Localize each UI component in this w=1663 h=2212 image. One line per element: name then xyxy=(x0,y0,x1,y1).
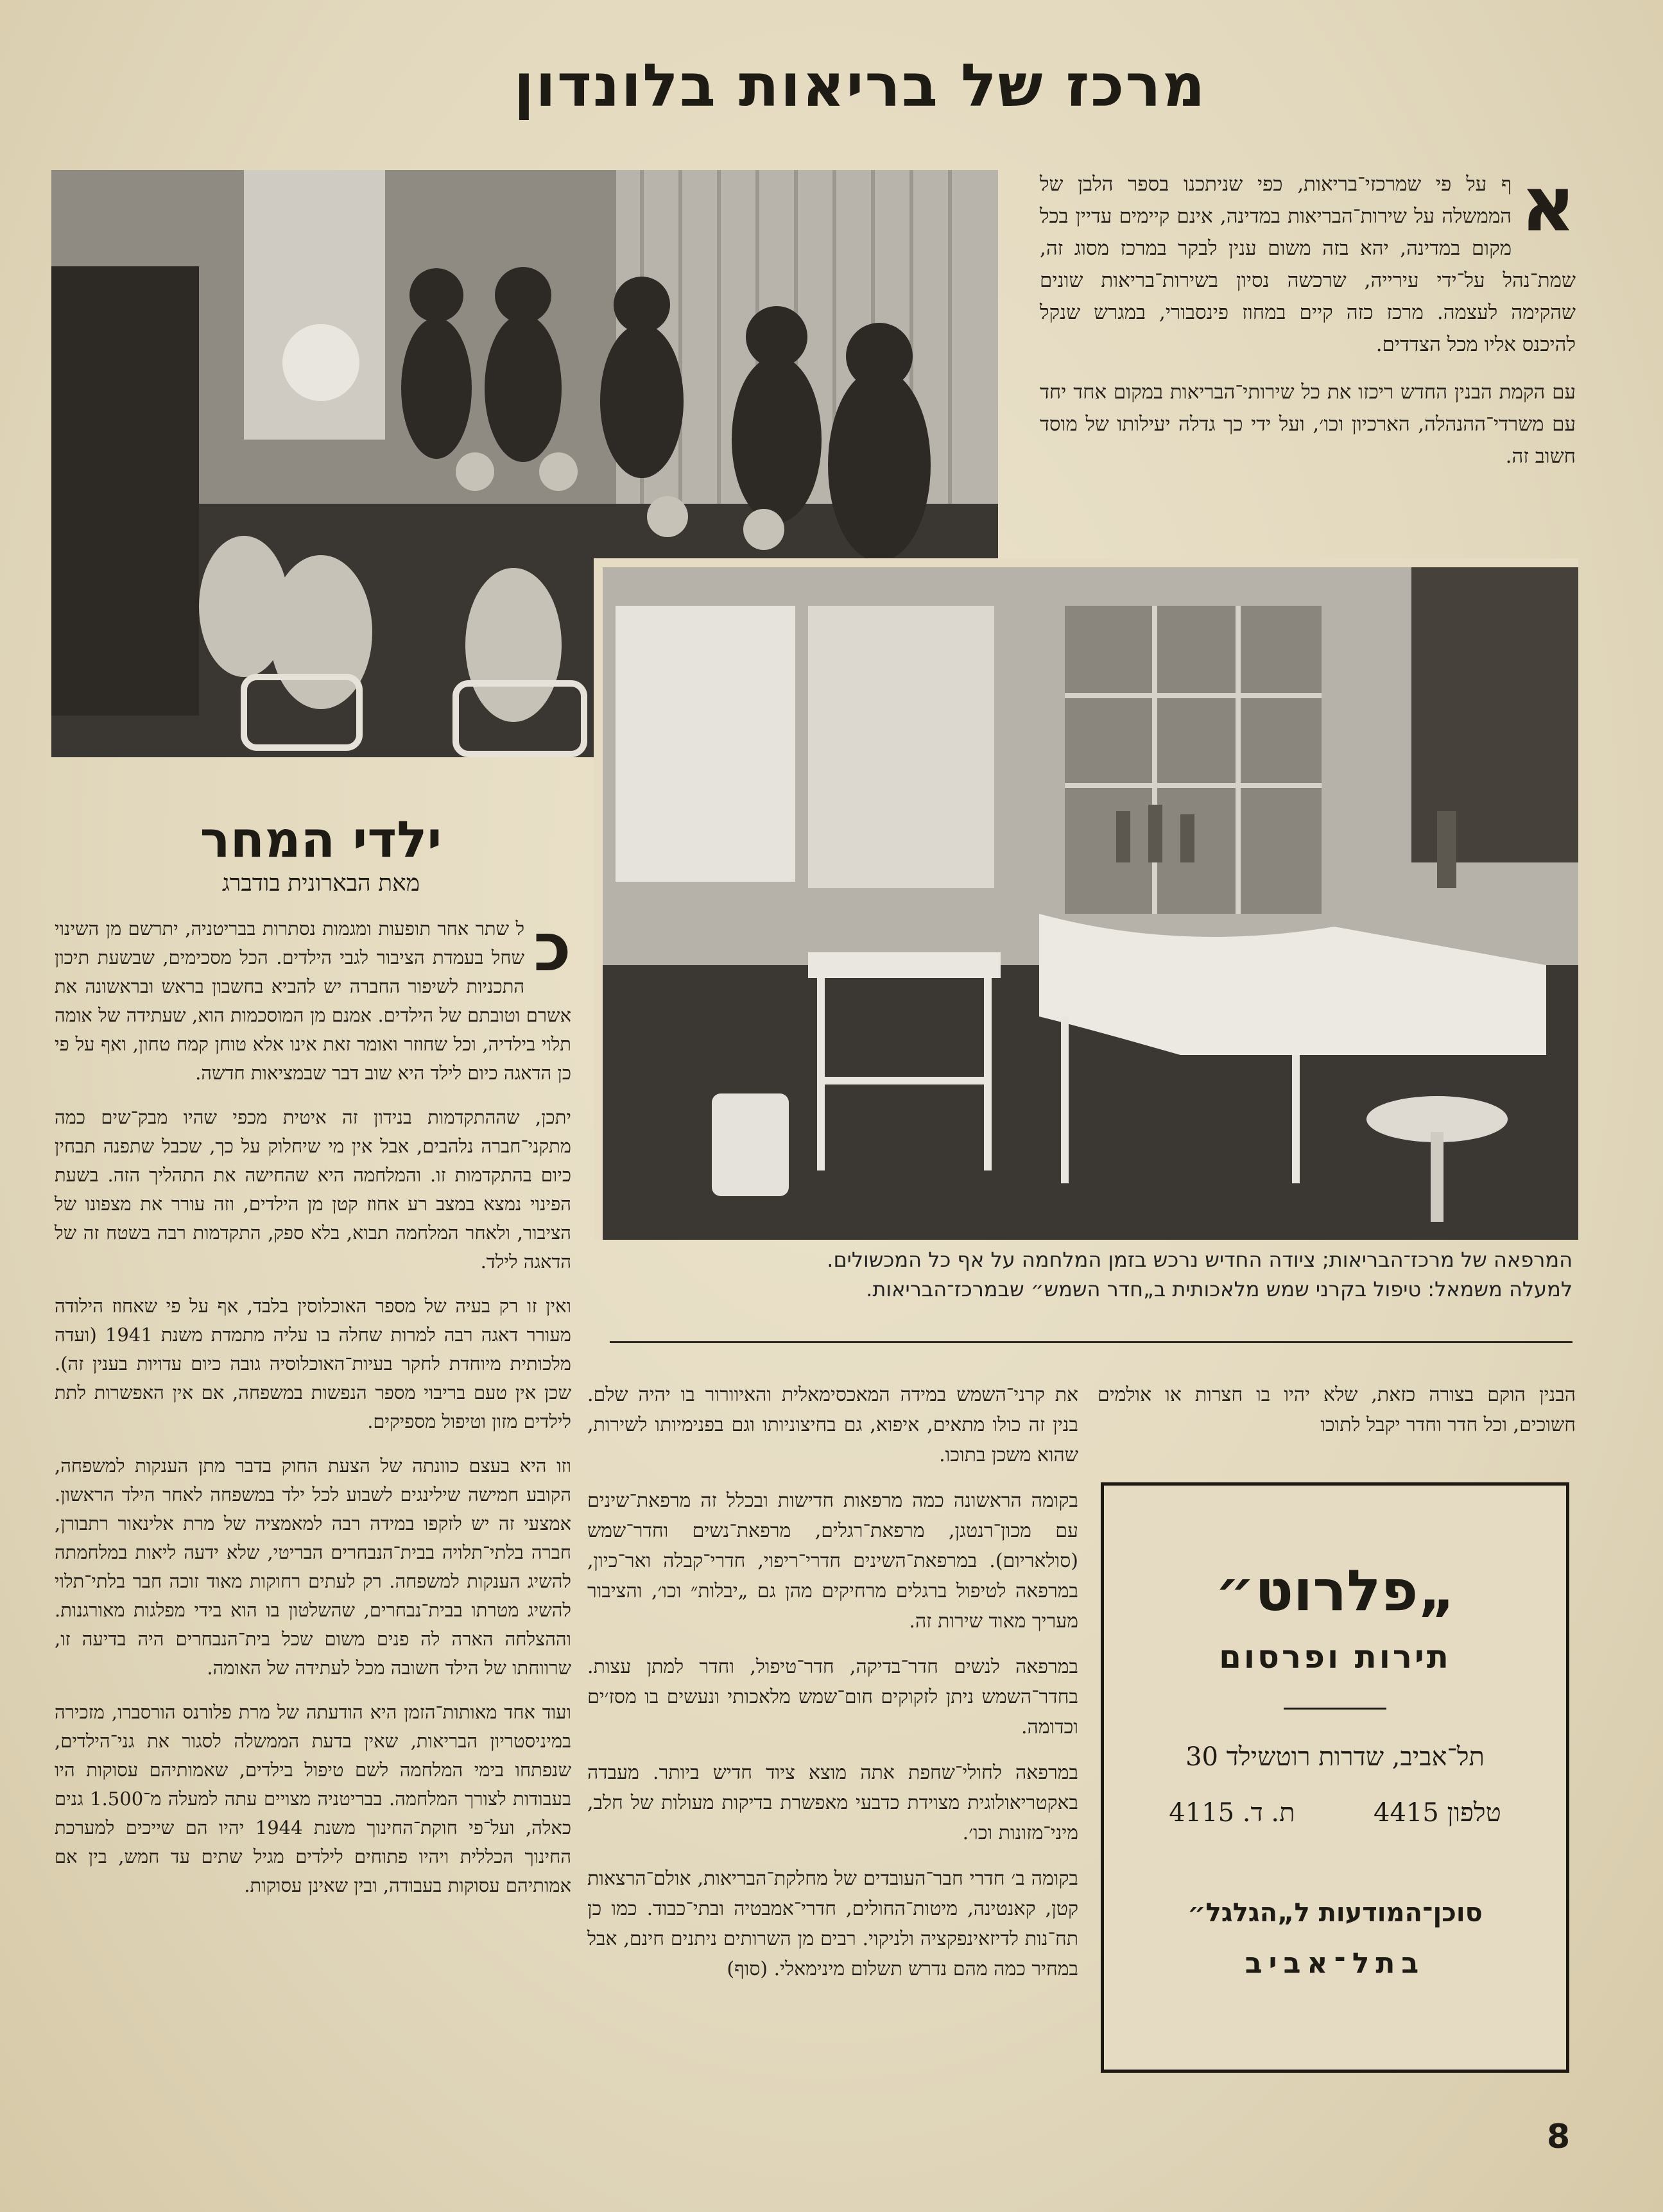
continuation-right xyxy=(1098,1380,1576,1455)
ad-pobox-label: ת. ד. xyxy=(1242,1798,1295,1828)
children-article-heading: ילדי המחר xyxy=(200,811,442,869)
continuation-paragraph: במרפאה לנשים חדר־בדיקה, חדר־טיפול, וחדר למתן עצות. בחדר־השמש ניתן לזקוקים חום־שמש מלאכותי ונעשים בו מסז׳ים וכדומה. xyxy=(587,1656,1078,1738)
page-number: 8 xyxy=(1547,2118,1571,2156)
ad-contact-row xyxy=(1104,1797,1566,1828)
top-article xyxy=(1040,160,1576,488)
ad-phone-group xyxy=(1374,1797,1501,1828)
photo-clinic-room xyxy=(594,558,1578,1240)
ad-phone: 4415 xyxy=(1374,1798,1439,1828)
dropcap-top: א xyxy=(1521,160,1576,248)
ad-address: תל־אביב, שדרות רוטשילד 30 xyxy=(1185,1742,1485,1772)
children-article-paragraph: וזו היא בעצם כוונתה של הצעת החוק בדבר מתן הענקות למשפחה, הקובע חמישה שילינגים לשבוע לכל ילד במשפחה לאחר הילד הראשון. אמצעי זה יש לזקפו במידה רבה למאמציה של מרת אלינאור רתבורן, חברה בלתי־תלויה בבית־הנבחרים הבריטי, שלא ידעה ליאות במלחמתה להשיג הענקות למשפחה. רק לעתים רחוקות מאוד זוכה חבר בלתי־תלוי להשיג מטרתו בבית־נבחרים, שהשלטון בו הוא בידי מפלגות מאורגנות. וההצלחה הארה לה פנים משום שכל בית־הנבחרים היה בדיעה זו, שרווחתו של הילד חשובה מכל לעתידה של האומה. xyxy=(55,1455,571,1679)
caption-line: למעלה משמאל: טיפול בקרני שמש מלאכותית ב„חדר השמש״ שבמרכז־הבריאות. xyxy=(866,1277,1573,1301)
advertisement-box xyxy=(1101,1482,1569,2073)
ad-brand: „פלרוט״ xyxy=(1214,1557,1456,1624)
top-article-paragraph: ף על פי שמרכזי־בריאות, כפי שניתכנו בספר הלבן של הממשלה על שירות־הבריאות במדינה, אינם קיימים עדיין בכל מקום במדינה, יהא בזה משום ענין לבקר במרכז מסוג זה, שמת־נהל על־ידי עירייה, שרכשה נסיון בשירות־בריאות שונים שהקימה לעצמה. מרכז כזה קיים במחוז פינסבורי, במגרש שנקל להיכנס אליו מכל הצדדים. xyxy=(1040,173,1576,356)
continuation-paragraph: הבנין הוקם בצורה כזאת, שלא יהיו בו חצרות או אולמים חשוכים, וכל חדר וחדר יקבל לתוכו xyxy=(1098,1384,1576,1436)
continuation-paragraph: בקומה ב׳ חדרי חבר־העובדים של מחלקת־הבריאות, אולם־הרצאות קטן, קאנטינה, מיטות־החולים, חדרי־אמבטיה ובתי־כבוד. כמו כן תח־נות לדיזאינפקציה ולניקוי. רבים מן השרותים ניתנים חינם, אבל במחיר כמה מהם נדרש תשלום מינימאלי. (סוף) xyxy=(587,1867,1078,1980)
continuation-paragraph: את קרני־השמש במידה המאכסימאלית והאיוורור בו יהיה שלם. בנין זה כולו מתאים, איפוא, גם בחיצוניותו וגם בפנימיותו לשירות, שהוא משכן בתוכו. xyxy=(587,1384,1078,1466)
children-article-paragraph: ועוד אחד מאותות־הזמן היא הודעתה של מרת פלורנס הורסברו, מזכירה במיניסטריון הבריאות, שאין בדעת הממשלה לסגור את גני־הילדים, שנפתחו בימי המלחמה לשם טיפול בילדים, שאמותיהם עסוקות היו בעבודות לצורך המלחמה. בבריטניה מצויים עתה למעלה מ־1.500 גנים כאלה, ועל־פי חוקת־החינוך משנת 1944 יהיו הם שייכים למערכת החינוך הכללית ויהיו פתוחים לילדים מגיל שתים עד חמש, בין אם אמותיהם עסוקות בעבודה, ובין שאינן עסוקות. xyxy=(55,1701,571,1896)
children-article-byline: מאת הבארונית בודברג xyxy=(221,870,420,896)
children-article-paragraph: ואין זו רק בעיה של מספר האוכלוסין בלבד, אף על פי שאחוז הילודה מעורר דאגה רבה למרות שחלה בו עליה מתמדת משנת 1941 (ועדה מלכותית מיוחדת לחקר בעיות־האוכלוסיה גובה כיום עדויות בענין זה). שכן אין טעם בריבוי מספר הנפשות במשפחה, אם אין האפשרות לתת לילדים מזון וטיפול מספיקים. xyxy=(55,1295,571,1432)
top-article-paragraph: עם הקמת הבנין החדש ריכזו את כל שירותי־הבריאות במקום אחד יחד עם משרדי־ההנהלה, הארכיון וכו׳, ועל ידי כך גדלה יעילותו של מוסד חשוב זה. xyxy=(1040,381,1576,468)
ad-tagline: תירות ופרסום xyxy=(1219,1638,1451,1676)
children-article-paragraph: ל שתר אחר תופעות ומגמות נסתרות בבריטניה, יתרשם מן השינוי שחל בעמדת הציבור לגבי הילדים. הכל מסכימים, שבשעת תיכון התכניות לשיפור החברה יש להביא בחשבון בראש ובראשונה את אשרם וטובתם של הילדים. אמנם מן המוסכמות הוא, שעתידה של אומה תלוי בילדיה, וכל שחוזר ואומר זאת אינו אלא טוחן קמח טחון, ואף על פי כן הדאגה כיום לילד היא שוב דבר שבמציאות חדשה. xyxy=(55,918,571,1084)
ad-pobox-group xyxy=(1169,1797,1295,1828)
children-article-body xyxy=(55,908,571,1916)
caption-line: המרפאה של מרכז־הבריאות; ציודה החדיש נרכש בזמן המלחמה על אף כל המכשולים. xyxy=(827,1247,1573,1272)
ad-pobox: 4115 xyxy=(1169,1798,1235,1828)
ad-agent: סוכן־המודעות ל„הגלגל״ xyxy=(1187,1898,1483,1928)
ad-city: בתל־אביב xyxy=(1245,1947,1426,1980)
ad-divider xyxy=(1284,1708,1386,1710)
divider-rule xyxy=(610,1341,1573,1343)
continuation-paragraph: בקומה הראשונה כמה מרפאות חדישות ובכלל זה מרפאת־שינים עם מכון־רנטגן, מרפאת־רגלים, מרפאת־נשים וחדר־שמש (סולאריום). במרפאת־השינים חדרי־ריפוי, חדרי־קבלה ואר־כיון, במרפאה לטיפול ברגלים מרחיקים מהן גם „יבלות״ וכו׳, והציבור מעריך מאוד שירות זה. xyxy=(587,1489,1078,1633)
page-title: מרכז של בריאות בלונדון xyxy=(513,51,1207,120)
continuation-paragraph: במרפאה לחולי־שחפת אתה מוצא ציוד חדיש ביותר. מעבדה באקטריאולוגית מצוידת כדבעי מאפשרת בדיקות מעולות של חלב, מיני־מזונות וכו׳. xyxy=(587,1762,1078,1844)
children-article-paragraph: יתכן, שההתקדמות בנידון זה איטית מכפי שהיו מבק־שים כמה מתקני־חברה נלהבים, אבל אין מי שיחלוק על כך, שכבל שתפנה תבחין כיום בהתקדמות זו. והמלחמה היא שהחישה את התהליך הזה. בשעת הפינוי נמצא במצב רע אחוז קטן מן הילדים, וזה עורר את מצפונו של הציבור, ולאחר המלחמה תבוא, בלא ספק, התקדמות רבה בשטח זה של הדאגה לילד. xyxy=(55,1106,571,1273)
dropcap-children: כ xyxy=(533,908,571,986)
ad-phone-label: טלפון xyxy=(1447,1798,1501,1828)
continuation-middle xyxy=(587,1380,1078,2000)
photo-caption xyxy=(603,1245,1573,1304)
